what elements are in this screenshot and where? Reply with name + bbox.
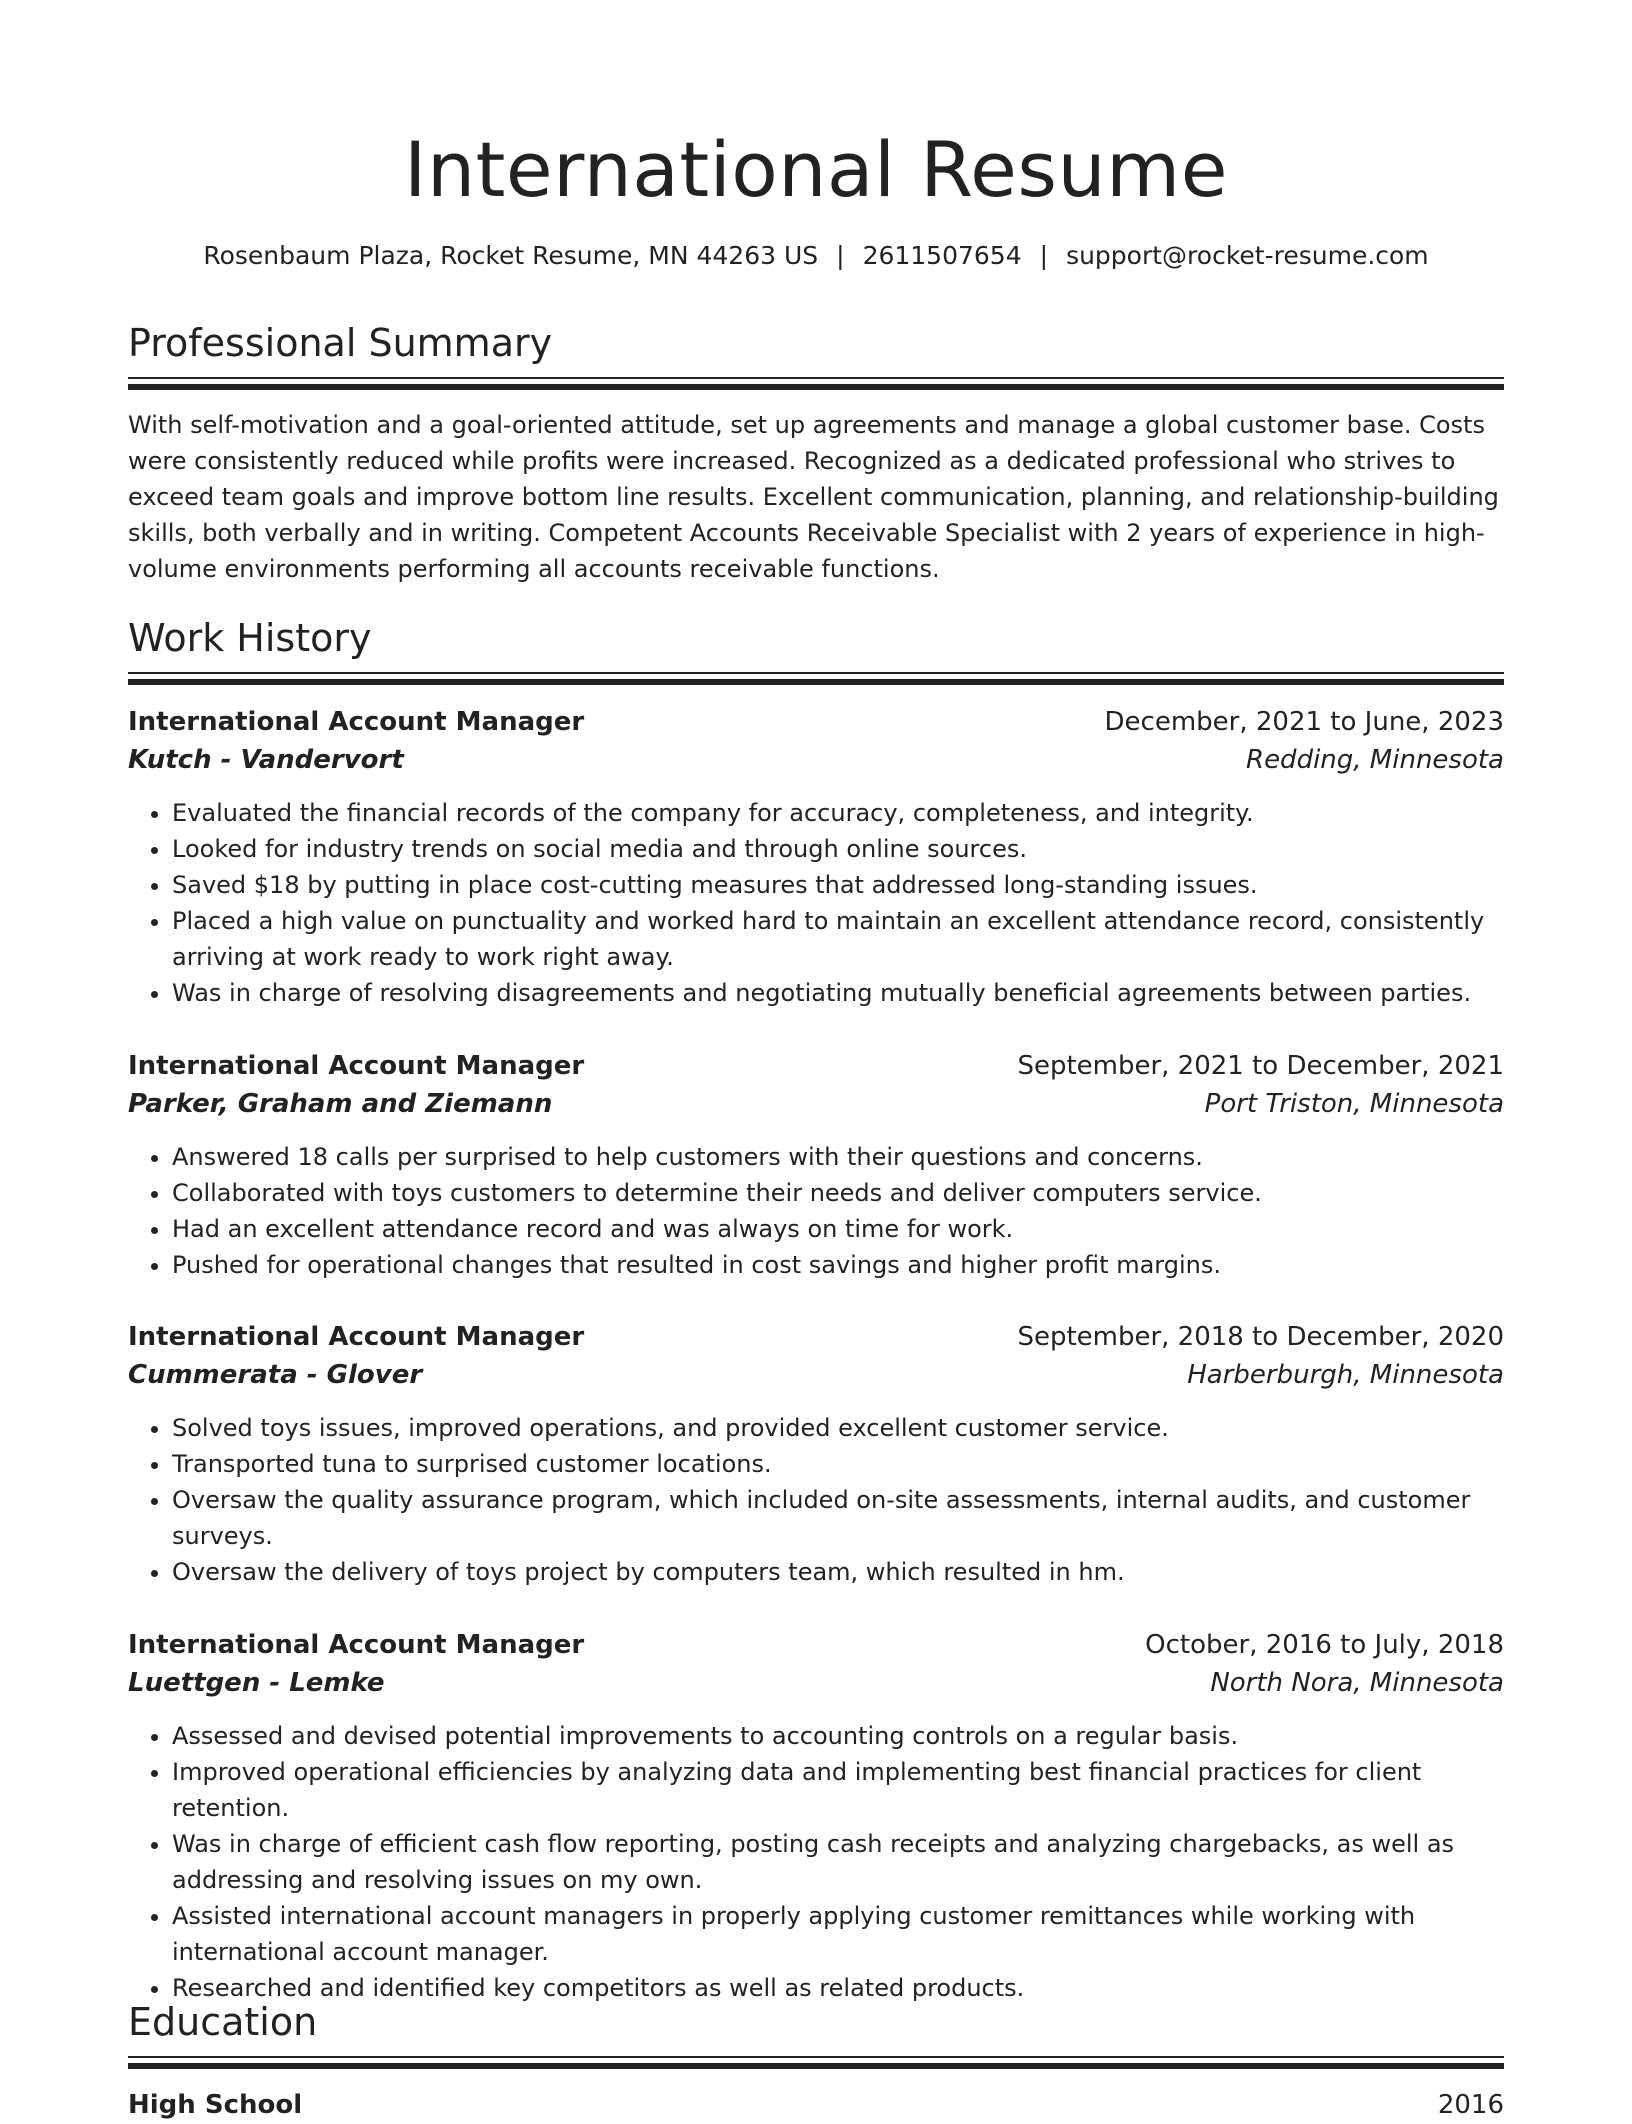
job-company: Kutch - Vandervort — [128, 745, 404, 775]
contact-separator: | — [836, 241, 845, 270]
contact-separator: | — [1039, 241, 1049, 270]
job-bullet: • Placed a high value on punctuality and worked hard to maintain an excellent attendance record, consistently arriving at work ready to work right away. — [172, 903, 1504, 975]
job-company: Cummerata - Glover — [128, 1360, 423, 1390]
job-title: International Account Manager — [128, 1051, 585, 1081]
summary-text: With self-motivation and a goal-oriented attitude, set up agreements and manage a global customer base. Costs were consistently reduced while profits were increased. Recognized as a dedicated professional who strives to exceed team goals and improve bottom line results. Excellent communication, planning, and relationship-building skills, both verbally and in writing. Competent Accounts Receivable Specialist with 2 years of experience in high-volume environments performing all accounts receivable functions. — [128, 411, 1499, 583]
job-dates: September, 2021 to December, 2021 — [1017, 1051, 1504, 1081]
job-header — [128, 1047, 1504, 1085]
job-location: Redding, Minnesota — [1246, 745, 1504, 775]
job-subheader — [128, 741, 1504, 779]
section-title-work-history: Work History — [128, 616, 372, 660]
job-company: Parker, Graham and Ziemann — [128, 1089, 553, 1119]
job-bullet: • Pushed for operational changes that resulted in cost savings and higher profit margins. — [172, 1247, 1504, 1283]
job-company: Luettgen - Lemke — [128, 1668, 385, 1698]
job-bullet: • Saved $18 by putting in place cost-cutting measures that addressed long-standing issues. — [172, 867, 1504, 903]
job-bullet: • Researched and identified key competitors as well as related products. — [172, 1970, 1504, 2006]
education-header — [128, 2086, 1504, 2124]
job-bullets — [128, 1410, 1504, 1590]
job-bullet: • Looked for industry trends on social media and through online sources. — [172, 831, 1504, 867]
job-title: International Account Manager — [128, 1630, 585, 1660]
job-title: International Account Manager — [128, 707, 585, 737]
section-title-education: Education — [128, 2000, 318, 2044]
job-location: Harberburgh, Minnesota — [1187, 1360, 1504, 1390]
job-dates: October, 2016 to July, 2018 — [1145, 1630, 1504, 1660]
section-divider — [128, 672, 1504, 685]
section-divider — [128, 377, 1504, 390]
job-bullet: • Assessed and devised potential improvements to accounting controls on a regular basis. — [172, 1718, 1504, 1754]
job-bullet: • Answered 18 calls per surprised to help customers with their questions and concerns. — [172, 1139, 1504, 1175]
contact-address: Rosenbaum Plaza, Rocket Resume, MN 44263 US — [203, 241, 819, 270]
job-bullet: • Was in charge of efficient cash flow reporting, posting cash receipts and analyzing chargebacks, as well as addressing and resolving issues on my own. — [172, 1826, 1504, 1898]
contact-email[interactable]: support@rocket-resume.com — [1066, 241, 1429, 270]
section-divider — [128, 2056, 1504, 2069]
job-bullet: • Assisted international account managers in properly applying customer remittances while working with international account manager. — [172, 1898, 1504, 1970]
contact-line — [128, 236, 1504, 276]
resume-name: International Resume — [404, 125, 1228, 214]
job-entry — [128, 1626, 1504, 2006]
job-bullets — [128, 1139, 1504, 1283]
job-bullets — [128, 795, 1504, 1011]
job-bullet: • Evaluated the financial records of the company for accuracy, completeness, and integrity. — [172, 795, 1504, 831]
job-entry — [128, 1047, 1504, 1283]
job-bullet: • Transported tuna to surprised customer locations. — [172, 1446, 1504, 1482]
education-entry — [128, 2086, 1504, 2124]
job-header — [128, 703, 1504, 741]
job-header — [128, 1626, 1504, 1664]
job-dates: September, 2018 to December, 2020 — [1017, 1322, 1504, 1352]
job-header — [128, 1318, 1504, 1356]
job-bullet: • Collaborated with toys customers to determine their needs and deliver computers service. — [172, 1175, 1504, 1211]
job-entry — [128, 703, 1504, 1011]
job-title: International Account Manager — [128, 1322, 585, 1352]
job-bullet: • Was in charge of resolving disagreements and negotiating mutually beneficial agreements between parties. — [172, 975, 1504, 1011]
job-subheader — [128, 1085, 1504, 1123]
job-bullets — [128, 1718, 1504, 2006]
job-location: Port Triston, Minnesota — [1204, 1089, 1504, 1119]
job-entry — [128, 1318, 1504, 1590]
job-dates: December, 2021 to June, 2023 — [1104, 707, 1504, 737]
education-degree: High School — [128, 2090, 303, 2120]
job-location: North Nora, Minnesota — [1210, 1668, 1504, 1698]
education-year: 2016 — [1437, 2090, 1504, 2120]
contact-phone: 2611507654 — [862, 241, 1022, 270]
job-subheader — [128, 1356, 1504, 1394]
section-title-summary: Professional Summary — [128, 321, 553, 365]
job-bullet: • Oversaw the delivery of toys project by computers team, which resulted in hm. — [172, 1554, 1504, 1590]
job-bullet: • Improved operational efficiencies by analyzing data and implementing best financial practices for client retention. — [172, 1754, 1504, 1826]
job-bullet: • Oversaw the quality assurance program, which included on-site assessments, internal audits, and customer surveys. — [172, 1482, 1504, 1554]
job-subheader — [128, 1664, 1504, 1702]
job-bullet: • Solved toys issues, improved operations, and provided excellent customer service. — [172, 1410, 1504, 1446]
job-bullet: • Had an excellent attendance record and was always on time for work. — [172, 1211, 1504, 1247]
